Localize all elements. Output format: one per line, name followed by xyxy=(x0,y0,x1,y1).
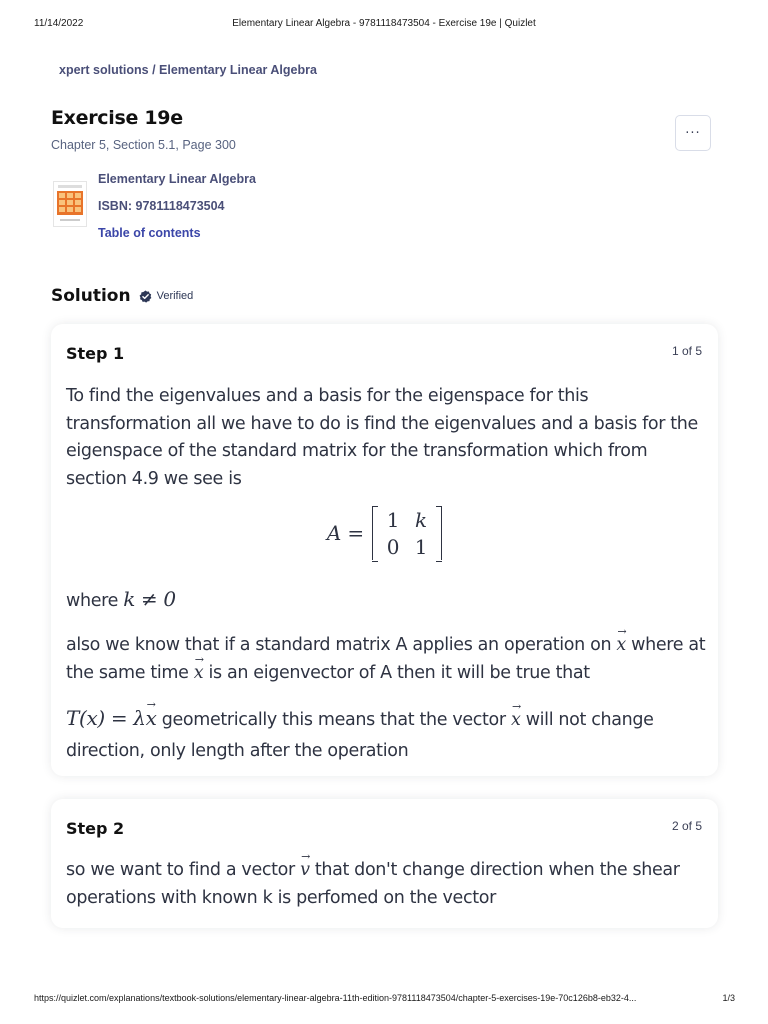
text-run: also we know that if a standard matrix A applies an operation on xyxy=(66,635,612,655)
exercise-location: Chapter 5, Section 5.1, Page 300 xyxy=(51,138,236,152)
matrix-cell: k xyxy=(415,507,428,532)
breadcrumb[interactable]: xpert solutions / Elementary Linear Algebra xyxy=(59,63,317,77)
footer-url: https://quizlet.com/explanations/textbook-solutions/elementary-linear-algebra-11th-edition-9781118473504/chapter-5-exercises-19e-70c126b8-eb32-4... xyxy=(34,993,637,1003)
vector-symbol: → v xyxy=(300,857,310,885)
vector-symbol: → x xyxy=(616,632,626,660)
matrix-equation: A = 1 k 0 1 xyxy=(51,506,718,560)
vector-symbol: → x xyxy=(146,703,157,734)
step-paragraph xyxy=(66,632,706,687)
step-title: Step 2 xyxy=(66,819,125,838)
step-paragraph: To find the eigenvalues and a basis for the eigenspace for this transformation all we have to do is find the eigenvalues and a basis for the eigenspace of the standard matrix for the transformation which from section 4.9 we see is xyxy=(66,386,698,489)
step-title: Step 1 xyxy=(66,344,125,363)
solution-label: Solution xyxy=(51,286,131,306)
step-count: 2 of 5 xyxy=(671,819,702,833)
matrix-cell: 1 xyxy=(414,534,428,559)
text-run: where at the same time xyxy=(66,635,706,683)
text-run: so we want to find a vector xyxy=(66,860,295,880)
step-card-1 xyxy=(51,324,718,776)
step-paragraph xyxy=(66,703,706,767)
verified-check-icon xyxy=(139,290,152,303)
vector-symbol: → x xyxy=(511,705,521,736)
math-inline: T(x) = λ xyxy=(66,706,146,730)
where-text: where xyxy=(66,591,118,611)
page-title: Exercise 19e xyxy=(51,107,183,129)
book-cover-image[interactable] xyxy=(53,181,87,227)
book-isbn: ISBN: 9781118473504 xyxy=(98,199,225,213)
text-run: will not change direction, only length after the operation xyxy=(66,710,654,761)
print-title: Elementary Linear Algebra - 9781118473504 - Exercise 19e | Quizlet xyxy=(232,18,536,29)
math-inline: k ≠ 0 xyxy=(123,587,176,611)
matrix xyxy=(372,506,442,560)
verified-label: Verified xyxy=(156,290,194,302)
step-count: 1 of 5 xyxy=(671,344,702,358)
page-number: 1/3 xyxy=(722,993,735,1003)
vector-symbol: → x xyxy=(194,660,204,688)
print-date: 11/14/2022 xyxy=(34,18,84,29)
text-run: that don't change direction when the shear operations with known k is perfomed on the vector xyxy=(66,860,680,908)
text-run: geometrically this means that the vector xyxy=(161,710,506,730)
table-of-contents-link[interactable]: Table of contents xyxy=(98,226,201,240)
solution-heading xyxy=(51,286,193,306)
text-run: is an eigenvector of A then it will be true that xyxy=(208,662,590,683)
book-title[interactable]: Elementary Linear Algebra xyxy=(98,172,256,186)
matrix-cell: 0 xyxy=(386,534,400,559)
step-paragraph xyxy=(66,586,706,616)
more-options-button[interactable]: ··· xyxy=(675,115,711,151)
matrix-lhs: A xyxy=(326,521,342,545)
step-card-2 xyxy=(51,799,718,928)
matrix-cell: 1 xyxy=(386,507,400,532)
step-paragraph xyxy=(66,857,706,912)
